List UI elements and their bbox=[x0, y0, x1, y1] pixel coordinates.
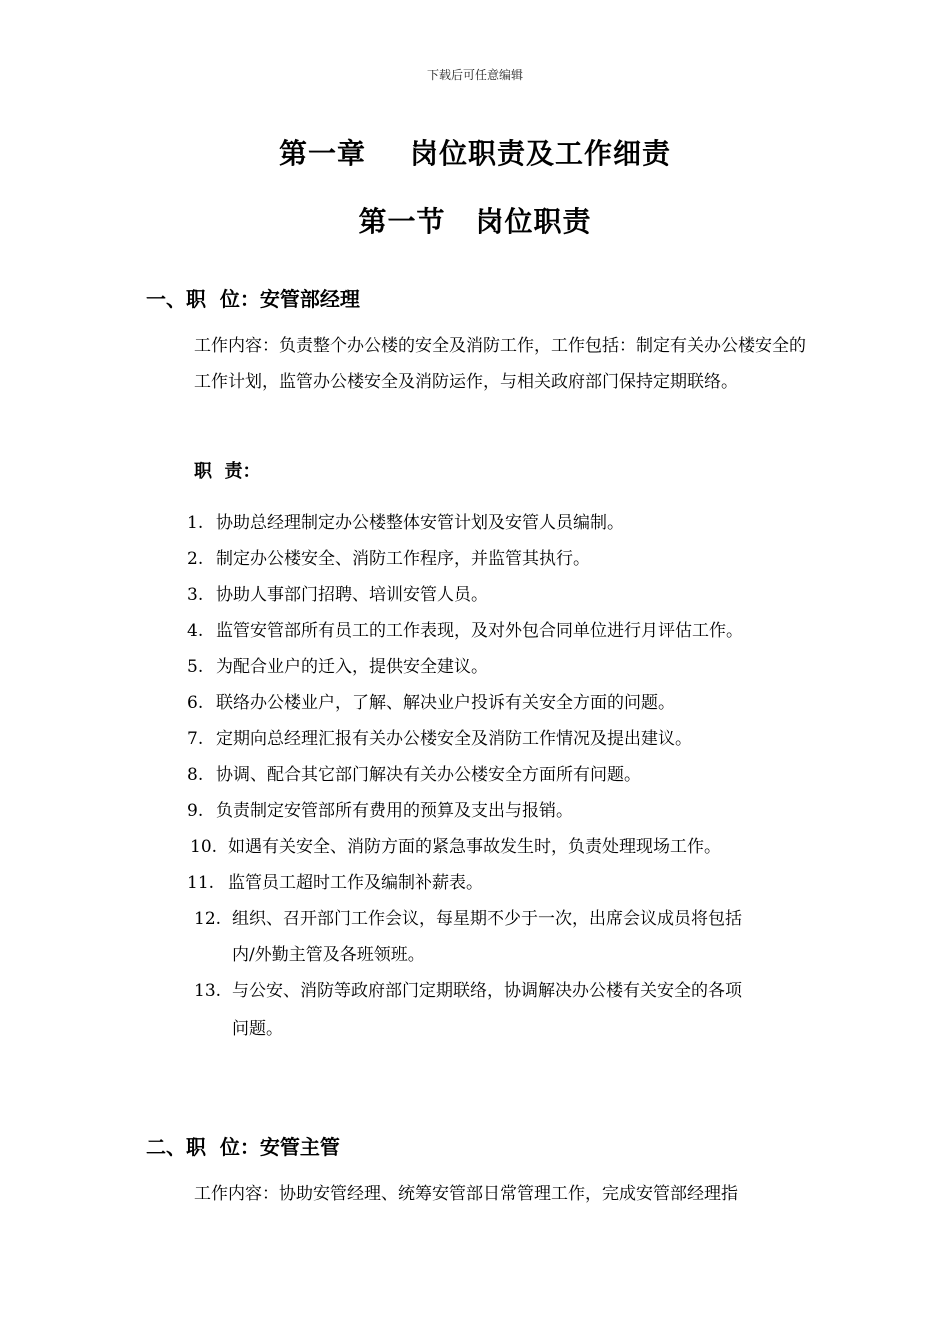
list-item: 8. 协调、配合其它部门解决有关办公楼安全方面所有问题。 bbox=[187, 765, 641, 785]
position2-heading: 二、职 位：安管主管 bbox=[146, 1135, 340, 1159]
list-item: 4. 监管安管部所有员工的工作表现，及对外包合同单位进行月评估工作。 bbox=[187, 621, 743, 641]
list-item: 3. 协助人事部门招聘、培训安管人员。 bbox=[187, 585, 488, 605]
duties-label: 职 责： bbox=[194, 461, 261, 482]
section-title bbox=[0, 200, 950, 240]
position1-work-content: 工作内容：负责整个办公楼的安全及消防工作，工作包括：制定有关办公楼安全的工作计划，监管办公楼安全及消防运作，与相关政府部门保持定期联络。 bbox=[194, 336, 806, 392]
position1-heading: 一、职 位：安管部经理 bbox=[146, 287, 360, 311]
list-item: 10. 如遇有关安全、消防方面的紧急事故发生时，负责处理现场工作。 bbox=[190, 837, 721, 857]
header-note: 下载后可任意编辑 bbox=[426, 68, 523, 82]
section-heading: 岗位职责 bbox=[475, 205, 592, 238]
list-item: 13. 与公安、消防等政府部门定期联络，协调解决办公楼有关安全的各项 bbox=[194, 981, 742, 1001]
list-item: 2. 制定办公楼安全、消防工作程序，并监管其执行。 bbox=[187, 549, 590, 569]
chapter-title bbox=[0, 132, 950, 172]
chapter-number: 第一章 bbox=[278, 137, 366, 170]
list-item: 5. 为配合业户的迁入，提供安全建议。 bbox=[187, 657, 488, 677]
list-item-continuation: 问题。 bbox=[232, 1019, 283, 1039]
list-item-continuation: 内/外勤主管及各班领班。 bbox=[232, 945, 425, 965]
list-item: 1. 协助总经理制定办公楼整体安管计划及安管人员编制。 bbox=[187, 513, 624, 533]
section-number: 第一节 bbox=[358, 205, 446, 238]
chapter-heading: 岗位职责及工作细责 bbox=[410, 137, 672, 170]
list-item: 12. 组织、召开部门工作会议，每星期不少于一次，出席会议成员将包括 bbox=[194, 909, 742, 929]
list-item: 11. 监管员工超时工作及编制补薪表。 bbox=[187, 873, 483, 893]
list-item: 7. 定期向总经理汇报有关办公楼安全及消防工作情况及提出建议。 bbox=[187, 729, 692, 749]
list-item: 9. 负责制定安管部所有费用的预算及支出与报销。 bbox=[187, 801, 573, 821]
position2-work-content: 工作内容：协助安管经理、统筹安管部日常管理工作，完成安管部经理指 bbox=[194, 1184, 738, 1204]
list-item: 6. 联络办公楼业户，了解、解决业户投诉有关安全方面的问题。 bbox=[187, 693, 675, 713]
